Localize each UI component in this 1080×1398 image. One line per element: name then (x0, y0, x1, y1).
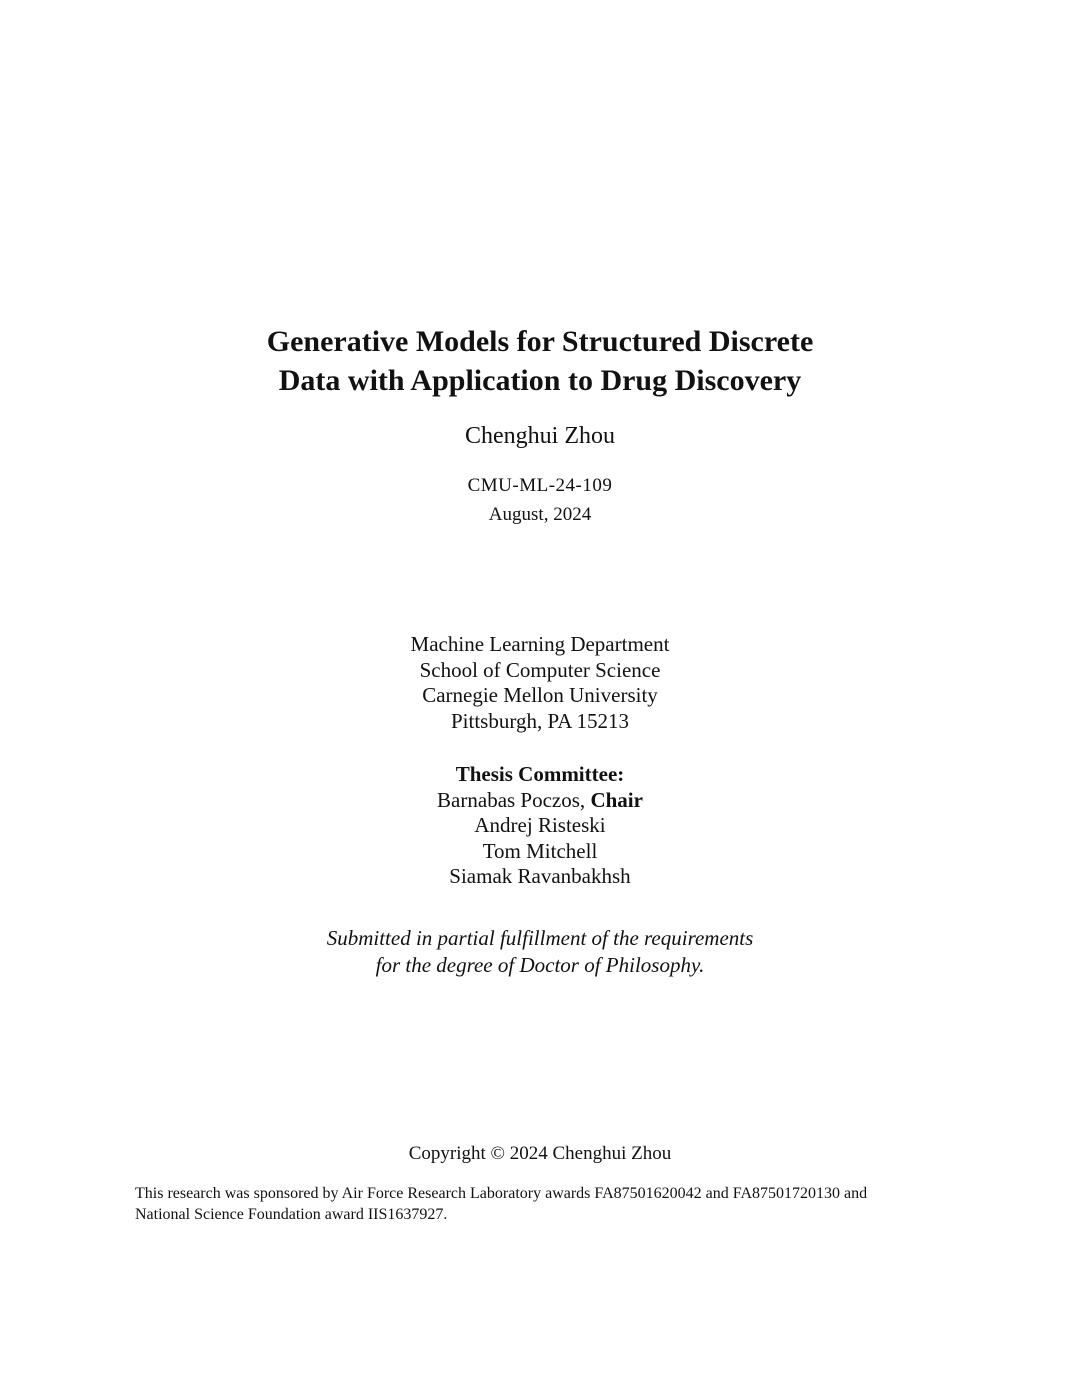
chair-role: Chair (590, 787, 643, 812)
committee-heading (0, 762, 1080, 788)
committee-member: Tom Mitchell (482, 838, 598, 863)
affiliation (0, 632, 1080, 734)
submission-line-1: Submitted in partial fulfillment of the requirements (326, 926, 754, 950)
report-date: August, 2024 (488, 504, 592, 525)
thesis-title (0, 322, 1080, 400)
thesis-title-line-1: Generative Models for Structured Discrete (266, 325, 814, 358)
department: Machine Learning Department (410, 632, 670, 656)
committee-chair (0, 788, 1080, 814)
committee-heading-text: Thesis Committee: (455, 762, 625, 786)
author-name: Chenghui Zhou (465, 423, 615, 449)
school: School of Computer Science (419, 657, 661, 682)
funding-line-2: National Science Foundation award IIS1637927. (135, 1206, 448, 1223)
university: Carnegie Mellon University (422, 683, 658, 707)
chair-name: Barnabas Poczos, (437, 787, 591, 812)
committee-member: Andrej Risteski (474, 813, 606, 837)
thesis-title-line-2: Data with Application to Drug Discovery (278, 364, 802, 397)
address: Pittsburgh, PA 15213 (451, 708, 629, 733)
submission-statement (0, 925, 1080, 979)
thesis-committee (0, 762, 1080, 890)
committee-member: Siamak Ravanbakhsh (449, 864, 631, 888)
report-id: CMU-ML-24-109 (467, 475, 613, 496)
copyright-notice: Copyright © 2024 Chenghui Zhou (408, 1143, 672, 1164)
funding-acknowledgement (135, 1183, 965, 1225)
submission-line-2: for the degree of Doctor of Philosophy. (375, 953, 705, 977)
funding-line-1: This research was sponsored by Air Force Research Laboratory awards FA87501620042 and FA87501720130 and (135, 1185, 868, 1202)
